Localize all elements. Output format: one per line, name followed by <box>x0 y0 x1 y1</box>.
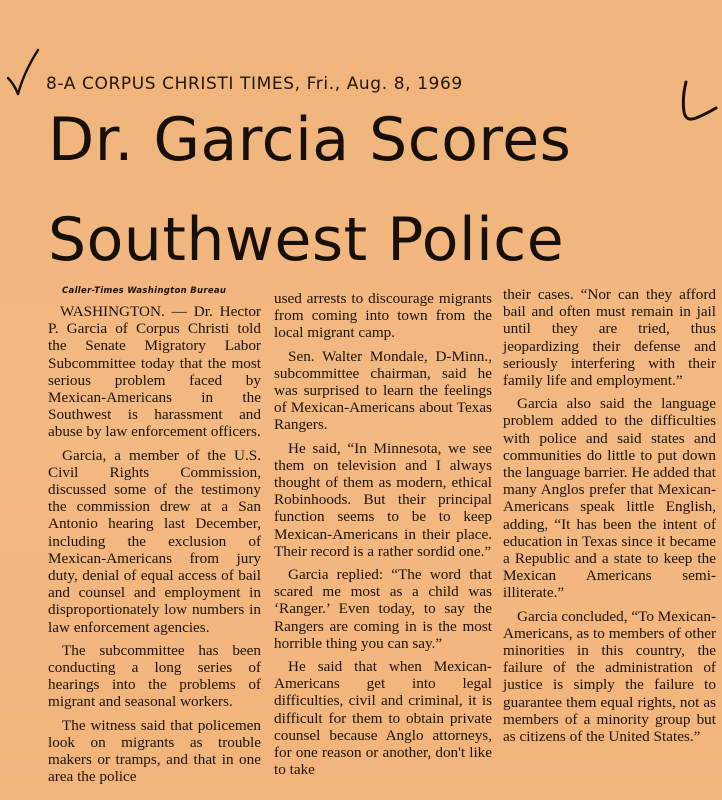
paragraph: WASHINGTON. — Dr. Hector P. Garcia of Corpus Christi told the Senate Migratory Labor Subcommittee today that the most serious problem faced by Mexican-Americans in the Southwest is harassment and abuse by law enforcement officers. <box>48 303 261 441</box>
paragraph: He said that when Mexican-Americans get into legal difficulties, civil and criminal, it is difficult for them to obtain private counsel because Anglo attorneys, for one reason or another, don't like to take <box>274 658 492 779</box>
paragraph: Garcia replied: “The word that scared me most as a child was ‘Ranger.’ Even today, to say the Rangers are coming in is the most horrible thing you can say.” <box>274 566 492 652</box>
paragraph: Garcia, a member of the U.S. Civil Rights Commission, discussed some of the testimony the commission drew at a San Antonio hearing last December, including the exclusion of Mexican-Americans from jury duty, denial of equal access of bail and counsel and employment in disproportionately low numbers in law enforcement agencies. <box>48 446 261 636</box>
article-column-2 <box>274 290 492 784</box>
article-column-1 <box>48 286 261 791</box>
byline: Caller-Times Washington Bureau <box>62 286 227 296</box>
paragraph: The subcommittee has been conducting a long series of hearings into the problems of migrant and seasonal workers. <box>48 641 261 711</box>
paragraph: used arrests to discourage migrants from coming into town from the local migrant camp. <box>274 290 492 342</box>
paragraph: Garcia concluded, “To Mexican-Americans, as to members of other minorities in this country, the failure of the administration of justice is simply the failure to guarantee them equal rights, not as members of a minority group but as citizens of the United States.” <box>503 607 716 746</box>
dateline: 8-A CORPUS CHRISTI TIMES, Fri., Aug. 8, 1969 <box>46 74 463 94</box>
paragraph: their cases. “Nor can they afford bail and often must remain in jail until they are tried, thus jeopardizing their defense and seriously interfering with their family life and employment.” <box>503 286 716 390</box>
paragraph: He said, “In Minnesota, we see them on television and I always thought of them as modern, ethical Robinhoods. But their principal function seems to be to keep Mexican-Americans in their place. Their record is a rather sordid one.” <box>274 439 492 560</box>
checkmark-icon <box>6 48 40 98</box>
paragraph: Sen. Walter Mondale, D-Minn., subcommittee chairman, said he was surprised to learn the feelings of Mexican-Americans about Texas Rangers. <box>274 347 492 434</box>
article-column-3 <box>503 286 716 751</box>
paragraph: Garcia also said the language problem added to the difficulties with police and said states and communities do little to put down the language barrier. He added that many Anglos prefer that Mexican-Americans speak little English, adding, “It has been the intent of education in Texas since it became a Republic and a state to keep the Mexican Americans semi-illiterate.” <box>503 395 716 602</box>
headline-line-2: Southwest Police <box>48 205 565 275</box>
paragraph: The witness said that policemen look on migrants as trouble makers or tramps, and that in one area the police <box>48 716 261 786</box>
headline-line-1: Dr. Garcia Scores <box>48 105 572 175</box>
